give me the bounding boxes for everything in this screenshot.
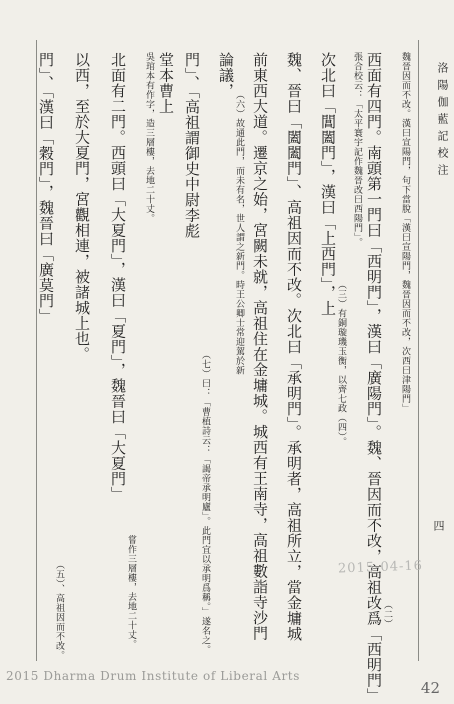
text-column-4-main: 堂本曹上 [157,52,175,114]
text-column-11-note: （二） [382,600,392,629]
text-column-9-main: 次北曰「閶闔門」，漢曰「上西門」，上 [319,52,337,316]
text-column-1-main: 門」、「漢曰「穀門」，魏晉曰「廣莫門」 [37,52,55,324]
text-column-5-main: 門」、「高祖謂御史中尉李彪 [183,52,201,239]
text-column-7-main: 前東西大道。遷京之始，宮闕未就，高祖住在金墉城。城西有王南寺，高祖數詣寺沙門 [251,52,269,641]
page-number: 42 [420,679,440,697]
text-column-6-main: 論議， [217,52,235,99]
text-column-1-note: （五）、高祖因而不改。 [54,560,64,660]
text-column-9-note: （三）有銅璇璣玉衡，以齊七政（四）。 [336,280,346,447]
text-column-2-main: 以西，至於大夏門，宮觀相連，被諸城上也。 [73,52,91,362]
text-column-3-main: 北面有二門。西頭曰「大夏門」，漢曰「夏門」，魏晉曰「大夏門」 [109,52,127,502]
running-title: 洛陽伽藍記校注 [436,62,449,181]
text-column-8-main: 魏、晉曰「闔闔門」、高祖因而不改。次北曰「承明門」。承明者，高祖所立，當金墉城 [285,52,303,642]
watermark: 2015 Dharma Drum Institute of Liberal Arts [6,669,300,683]
text-column-10-note: 張合校云：「太平寰宇記作魏晉改曰西陽門」。 [352,52,362,247]
text-column-4-note: 吳琯本有作字，造三層樓，去地二十丈。 [144,52,154,223]
text-column-6-note: （六）故通此門，而未有名，世人謂之新門。時王公卿士常迎駕於新 [234,90,244,375]
folio-vertical: 四 [432,520,445,531]
text-column-11-main: 西面有四門。南頭第一門曰「西明門」，漢曰「廣陽門」。魏、晉因而不改，高祖改爲「西明門」 [365,52,383,704]
text-column-12-note: 魏晉因而不改。漢曰宣陽門，句下當脫「漢曰宣陽門，魏晉因而不改，次西曰津陽門」 [400,52,410,413]
date-stamp: 2015-04-16 [337,558,424,577]
text-column-5-note: （七）曰：「曹植詩云：「謁帝承明廬」。此門宜以承明爲稱。」遂名之。 [200,350,210,655]
text-column-3-note: 嘗作三層樓，去地二十丈。 [126,535,136,649]
